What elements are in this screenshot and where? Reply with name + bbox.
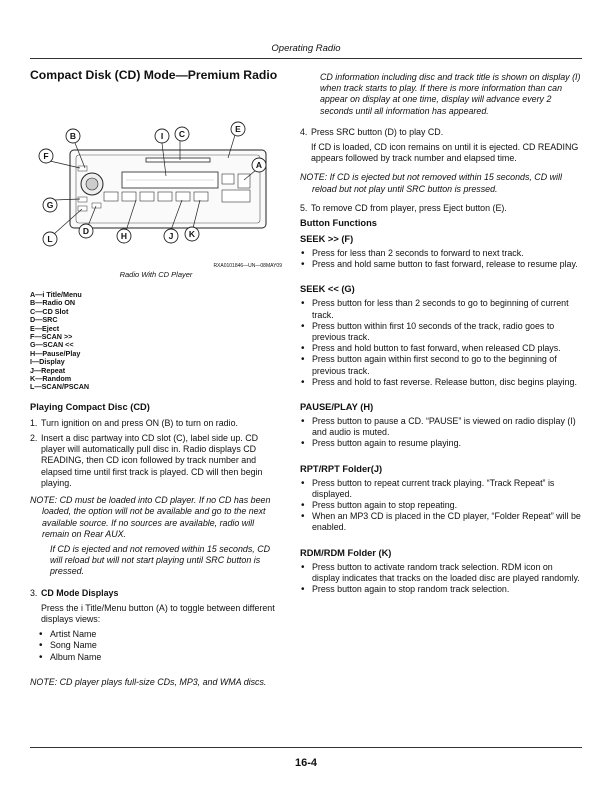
page-number: 16-4 (294, 757, 318, 769)
step-2 (30, 433, 282, 489)
legend-item: C—CD Slot (30, 306, 69, 316)
display-views-list (30, 629, 282, 663)
callout-b: B (69, 131, 77, 141)
section-title: Compact Disk (CD) Mode—Premium Radio (30, 68, 278, 82)
figure-code: RXA0101846—UN—08MAY09 (213, 263, 282, 269)
list-item: • Album Name (38, 652, 282, 663)
step-3-text: Press the i Title/Menu button (A) to toggle between different displays views: (41, 602, 275, 624)
repeat-title: RPT/RPT Folder(J) (300, 463, 383, 474)
callout-i: I (160, 131, 164, 141)
list-item: • Press and hold same button to fast forward, release to resume play. (300, 259, 582, 270)
callout-e: E (235, 124, 241, 134)
list-item: • Press button again to resume playing. (300, 438, 582, 449)
list-item: • Press and hold to fast reverse. Release button, disc begins playing. (300, 377, 582, 388)
list-item: • Press button again to stop repeating. (300, 500, 582, 511)
step-4-detail: If CD is loaded, CD icon remains on until it is ejected. CD READING appears followed by track number and elapsed time. (311, 142, 579, 164)
radio-illustration (30, 88, 282, 263)
legend-item: I—Display (30, 357, 65, 367)
callout-k: K (188, 229, 196, 239)
callout-h: H (120, 231, 128, 241)
legend-item: J—Repeat (30, 365, 66, 375)
callout-g: G (46, 200, 54, 210)
step-text: Turn ignition on and press ON (B) to turn on radio. (41, 417, 238, 428)
seek-forward-title: SEEK >> (F) (300, 234, 354, 245)
step-number: 1. (30, 417, 38, 428)
note-cd-ejected: If CD is ejected and not removed within 15 seconds, CD will reload but will not start playing until SRC button is pressed. (50, 543, 271, 577)
legend-item: F—SCAN >> (30, 332, 73, 342)
legend-item: A—i Title/Menu (30, 290, 82, 299)
list-item: • Press button for less than 2 seconds to go to beginning of current track. (300, 298, 582, 320)
radio-figure (30, 88, 282, 263)
legend-item: B—Radio ON (30, 298, 76, 308)
callout-l: L (47, 234, 53, 244)
callout-f: F (43, 151, 49, 161)
figure-caption: Radio With CD Player (119, 270, 193, 279)
step-number: 4. (300, 126, 308, 137)
step-5 (300, 203, 582, 214)
step-text: Press SRC button (D) to play CD. (311, 126, 444, 137)
step-1 (30, 418, 282, 429)
legend-item: G—SCAN << (30, 340, 74, 350)
callout-c: C (178, 129, 186, 139)
left-column (30, 68, 282, 688)
button-functions-title: Button Functions (300, 218, 377, 229)
legend-item: L—SCAN/PSCAN (30, 382, 90, 392)
callout-j: J (168, 231, 174, 241)
pause-play-list (300, 416, 582, 450)
figure-legend (30, 291, 282, 392)
list-item: • Press for less than 2 seconds to forward to next track. (300, 248, 582, 259)
list-item: • When an MP3 CD is placed in the CD player, “Folder Repeat” will be enabled. (300, 511, 582, 533)
legend-item: K—Random (30, 374, 72, 384)
note-cd-loaded: NOTE: CD must be loaded into CD player. If no CD has been loaded, the option will not be available and go to the next available source. If no sources are available, radio will remain on Rear AUX. (30, 495, 271, 539)
list-item: • Song Name (38, 640, 282, 651)
seek-back-list (300, 298, 582, 388)
list-item: • Press button to repeat current track playing. “Track Repeat” is displayed. (300, 478, 582, 500)
seek-back-title: SEEK << (G) (300, 284, 355, 295)
step-text: To remove CD from player, press Eject button (E). (311, 202, 507, 213)
repeat-list (300, 478, 582, 534)
step-number: 5. (300, 202, 308, 213)
list-item: • Artist Name (38, 629, 282, 640)
callout-d: D (82, 226, 90, 236)
header-rule (30, 58, 582, 59)
playing-cd-title: Playing Compact Disc (CD) (30, 401, 150, 412)
step-title: CD Mode Displays (41, 587, 119, 598)
step-4 (300, 127, 582, 138)
random-title: RDM/RDM Folder (K) (300, 547, 392, 558)
list-item: • Press button within first 10 seconds of the track, radio goes to previous track. (300, 321, 582, 343)
legend-item: H—Pause/Play (30, 348, 81, 358)
running-header: Operating Radio (271, 43, 341, 54)
pause-play-title: PAUSE/PLAY (H) (300, 402, 374, 413)
list-item: • Press button again to stop random track selection. (300, 584, 582, 595)
list-item: • Press button to pause a CD. “PAUSE” is viewed on radio display (I) and audio is muted. (300, 416, 582, 438)
note-disc-types: NOTE: CD player plays full-size CDs, MP3, and WMA discs. (30, 676, 267, 687)
right-column (300, 72, 582, 595)
step-3 (30, 588, 282, 599)
list-item: • Press button to activate random track selection. RDM icon on display indicates that tracks on the loaded disc are played randomly. (300, 562, 582, 584)
list-item: • Press button again within first second to go to the beginning of previous track. (300, 354, 582, 376)
footer-rule (30, 747, 582, 748)
legend-item: D—SRC (30, 315, 58, 325)
seek-forward-list (300, 248, 582, 270)
callout-a: A (255, 160, 263, 170)
note-cd-reload: NOTE: If CD is ejected but not removed within 15 seconds, CD will reload but not play until SRC button is pressed. (300, 172, 562, 194)
random-list (300, 562, 582, 596)
list-item: • Press and hold button to fast forward, when released CD plays. (300, 343, 582, 354)
step-number: 2. (30, 433, 38, 444)
step-text: Insert a disc partway into CD slot (C), label side up. CD player will automatically pull disc in. Radio displays CD READING, then CD icon followed by track number and elapsed time until first track is played. CD will then begin playing. (41, 433, 263, 488)
note-cd-info: CD information including disc and track title is shown on display (I) when track starts to play. If there is more information than can appear on display at one time, display will advance every 2 seconds until all information has appeared. (320, 72, 581, 116)
step-number: 3. (30, 587, 38, 598)
legend-item: E—Eject (30, 323, 60, 333)
